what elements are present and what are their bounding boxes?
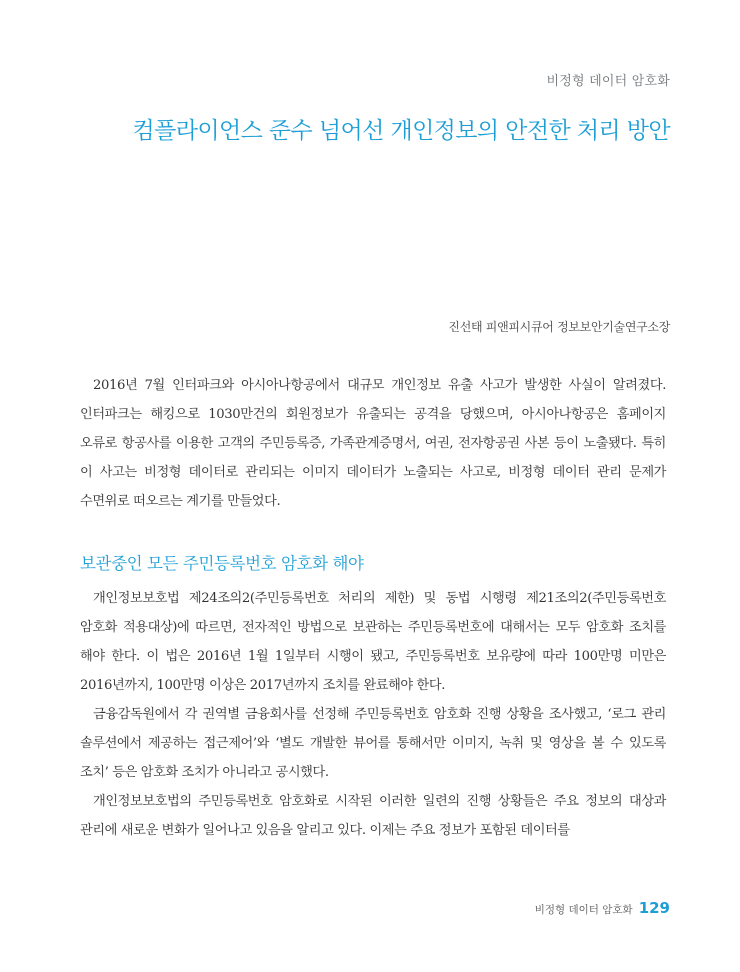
article-title: 컴플라이언스 준수 넘어선 개인정보의 안전한 처리 방안 (132, 118, 670, 144)
body-paragraph: 개인정보보호법 제24조의2(주민등록번호 처리의 제한) 및 동법 시행령 제21조의2(주민등록번호 암호화 적용대상)에 따르면, 전자적인 방법으로 보관하는 주민등록번호에 대해서는 모두 암호화 조치를 해야 한다. 이 법은 2016년 1월 1일부터 시행이 됐고, 주민등록번호 보유량에 따라 100만명 미만은 2016년까지, 100만명 이상은 2017년까지 조치를 완료해야 한다. (80, 591, 666, 693)
running-header: 비정형 데이터 암호화 (546, 74, 670, 89)
body-paragraph: 개인정보보호법의 주민등록번호 암호화로 시작된 이러한 일련의 진행 상황들은 주요 정보의 대상과 관리에 새로운 변화가 일어나고 있음을 알리고 있다. 이제는 주요 정보가 포함된 데이터를 (80, 794, 666, 838)
intro-body (80, 371, 666, 516)
intro-paragraph: 2016년 7월 인터파크와 아시아나항공에서 대규모 개인정보 유출 사고가 발생한 사실이 알려졌다. 인터파크는 해킹으로 1030만건의 회원정보가 유출되는 공격을 당했으며, 아시아나항공은 홈페이지 오류로 항공사를 이용한 고객의 주민등록증, 가족관계증명서, 여권, 전자항공권 사본 등이 노출됐다. 특히 이 사고는 비정형 데이터로 관리되는 이미지 데이터가 노출되는 사고로, 비정형 데이터 관리 문제가 수면위로 떠오르는 계기를 만들었다. (80, 378, 666, 509)
body-paragraph: 금융감독원에서 각 권역별 금융회사를 선정해 주민등록번호 암호화 진행 상황을 조사했고, ‘로그 관리 솔루션에서 제공하는 접근제어’와 ‘별도 개발한 뷰어를 통해서만 이미지, 녹취 및 영상을 볼 수 있도록 조치’ 등은 암호화 조치가 아니라고 공시했다. (80, 707, 666, 780)
footer-label: 비정형 데이터 암호화 (534, 904, 633, 916)
page-number: 129 (638, 899, 670, 917)
section-heading: 보관중인 모든 주민등록번호 암호화 해야 (80, 554, 364, 573)
author-byline: 진선태 피앤피시큐어 정보보안기술연구소장 (448, 320, 670, 334)
section-body (80, 584, 666, 845)
page-footer (535, 899, 670, 917)
